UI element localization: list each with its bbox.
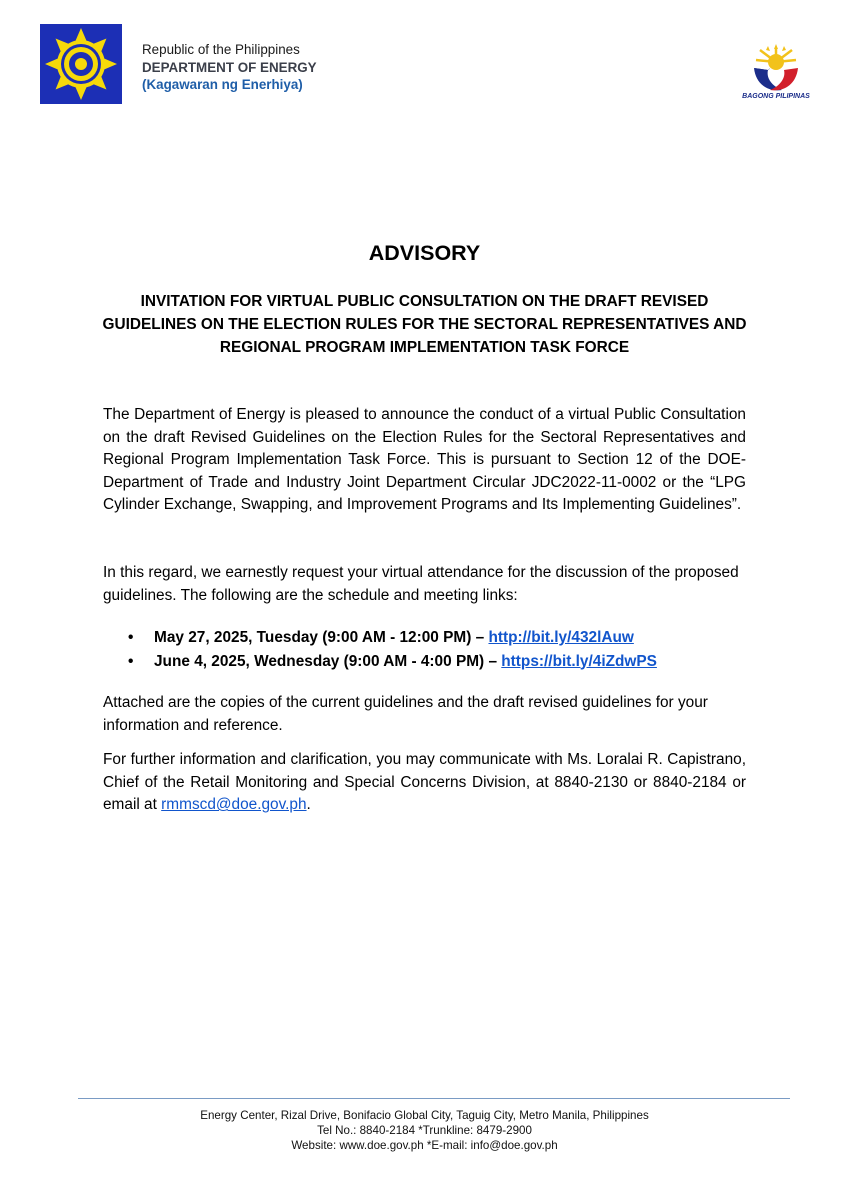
meeting-link[interactable]: https://bit.ly/4iZdwPS <box>501 652 657 670</box>
advisory-subtitle: INVITATION FOR VIRTUAL PUBLIC CONSULTATION ON THE DRAFT REVISED GUIDELINES ON THE ELECTION RULES FOR THE SECTORAL REPRESENTATIVES AND REGIONAL PROGRAM IMPLEMENTATION TASK FORCE <box>102 293 747 356</box>
footer-website: Website: www.doe.gov.ph *E-mail: info@doe.gov.ph <box>291 1139 558 1152</box>
schedule-item <box>128 650 657 674</box>
contact-email-link[interactable]: rmmscd@doe.gov.ph <box>161 796 307 814</box>
department-name-filipino: (Kagawaran ng Enerhiya) <box>142 77 303 92</box>
department-name: DEPARTMENT OF ENERGY <box>142 59 317 75</box>
meeting-link[interactable]: http://bit.ly/432lAuw <box>488 629 634 646</box>
schedule-item <box>128 626 657 650</box>
page-title: ADVISORY <box>368 241 481 265</box>
agency-name-block <box>142 41 317 94</box>
schedule-date: June 4, 2025, Wednesday (9:00 AM - 4:00 PM) – <box>154 652 502 670</box>
schedule-list <box>128 626 657 673</box>
paragraph-contact <box>103 749 746 817</box>
footer <box>0 1108 849 1153</box>
contact-text-end: . <box>306 796 311 814</box>
bullet-icon: • <box>128 629 134 646</box>
doe-seal-icon <box>40 24 122 104</box>
paragraph-request: In this regard, we earnestly request your virtual attendance for the discussion of the proposed guidelines. The following are the schedule and meeting links: <box>103 564 739 604</box>
footer-divider <box>78 1098 790 1099</box>
schedule-date: May 27, 2025, Tuesday (9:00 AM - 12:00 PM) – <box>154 629 489 646</box>
footer-address: Energy Center, Rizal Drive, Bonifacio Global City, Taguig City, Metro Manila, Philippines <box>200 1109 649 1122</box>
bagong-pilipinas-label: BAGONG PILIPINAS <box>742 93 810 100</box>
paragraph-intro: The Department of Energy is pleased to announce the conduct of a virtual Public Consultation on the draft Revised Guidelines on the Election Rules for the Sectoral Representatives and Regional Program Implementation Task Force. This is pursuant to Section 12 of the DOE-Department of Trade and Industry Joint Department Circular JDC2022-11-0002 or the “LPG Cylinder Exchange, Swapping, and Improvement Programs and Its Implementing Guidelines”. <box>103 406 746 514</box>
footer-phone: Tel No.: 8840-2184 *Trunkline: 8479-2900 <box>317 1124 532 1137</box>
contact-text: For further information and clarification, you may communicate with Ms. Loralai R. Capistrano, Chief of the Retail Monitoring and Special Concerns Division, at 8840-2130 or 8840-2184 or email at <box>103 751 746 814</box>
paragraph-attachments: Attached are the copies of the current guidelines and the draft revised guidelines for your information and reference. <box>103 694 708 734</box>
republic-line: Republic of the Philippines <box>142 42 300 57</box>
bullet-icon: • <box>128 652 134 670</box>
